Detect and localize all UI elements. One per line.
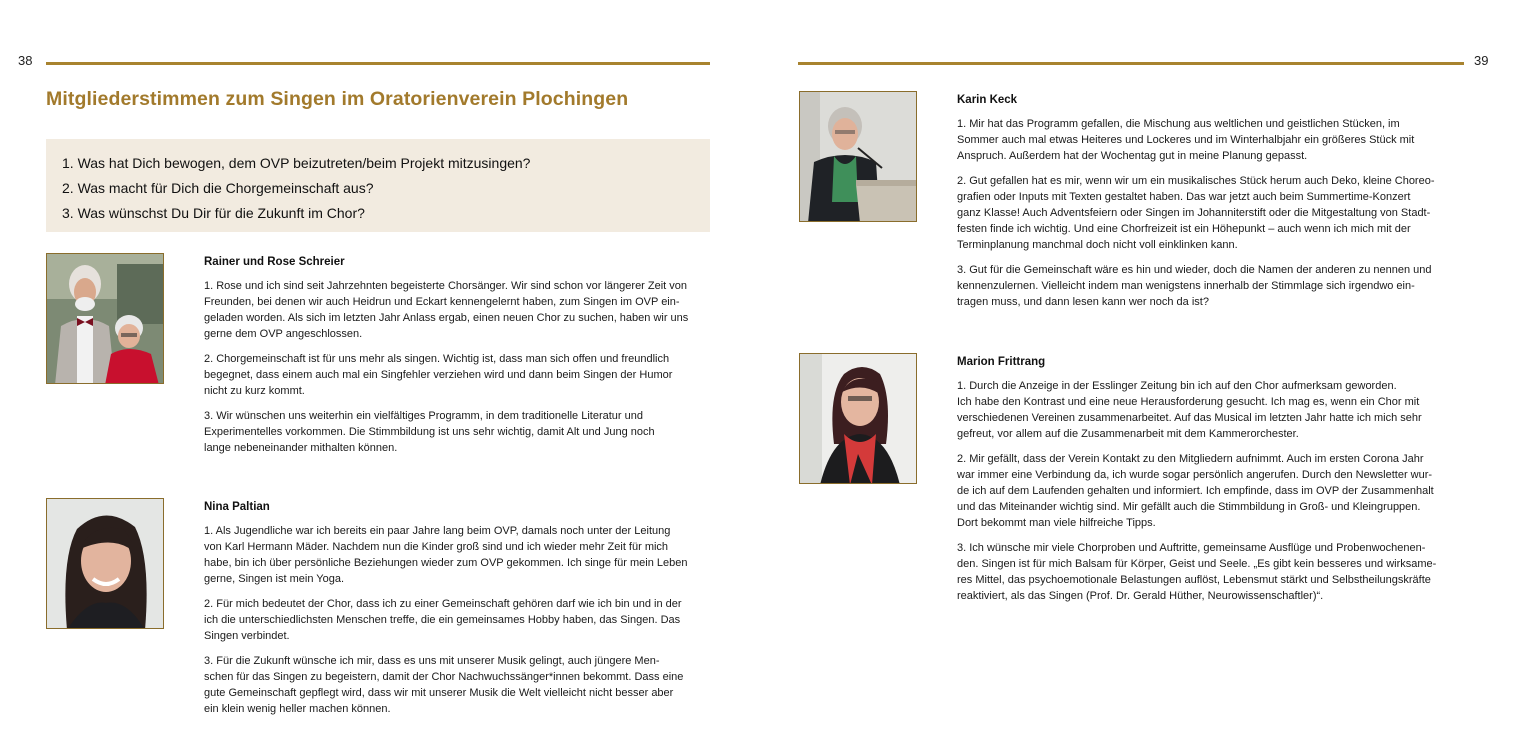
- woman-at-lectern-photo: [799, 91, 917, 222]
- right-page: [757, 0, 1515, 753]
- entry-answer-1: [204, 278, 714, 342]
- answer-line: von Karl Hermann Mäder. Nachdem nun die Kinder groß sind und ich wieder mehr Zeit für mich: [204, 541, 669, 553]
- answer-line: habe, bin ich über persönliche Beziehungen wieder zum OVP gekommen. Ich singe für mein Leben: [204, 557, 688, 569]
- entry-answer-2: [204, 351, 714, 399]
- answer-line: nicht zu kurz kommt.: [204, 385, 305, 397]
- answer-line: war immer eine Verbindung da, ich wurde sogar persönlich angerufen. Durch den Newsletter wur-: [957, 469, 1433, 481]
- answer-line: begegnet, dass einem auch mal ein Singfehler verziehen wird und dann beim Singen der Humor: [204, 369, 673, 381]
- entry-answer-1: [957, 378, 1467, 442]
- entry-answer-3: [204, 653, 714, 717]
- answer-line: kennenzulernen. Vielleicht indem man wenigstens innerhalb der Stimmlage sich irgendwo ein-: [957, 280, 1415, 292]
- answer-line: Freunden, bei denen wir auch Heidrun und Eckart kennengelernt haben, zum Singen im OVP ein-: [204, 296, 680, 308]
- answer-line: res Mittel, das psychoemotionale Belastungen auflöst, Lebensmut stärkt und Selbstheilungskräfte: [957, 574, 1431, 586]
- answer-line: ich die unterschiedlichsten Menschen treffe, die ein gemeinsames Hobby haben, das Singen. Das: [204, 614, 681, 626]
- questions-box: [46, 139, 710, 232]
- answer-line: 1. Als Jugendliche war ich bereits ein paar Jahre lang beim OVP, damals noch unter der Leitung: [204, 525, 671, 537]
- answer-line: de ich auf dem Laufenden gehalten und informiert. Ich empfinde, dass im OVP der Zusammenhalt: [957, 485, 1434, 497]
- answer-line: geladen worden. Als sich im letzten Jahr Anlass ergab, einen neuen Chor zu suchen, haben wir uns: [204, 312, 689, 324]
- answer-line: Terminplanung manchmal doch nicht voll einklinken kann.: [957, 239, 1238, 251]
- entry-answer-3: [204, 408, 714, 456]
- entry-rainer-rose-schreier: [204, 256, 714, 465]
- answer-line: festen finde ich wichtig. Und eine Chorfreizeit ist ein Höhepunkt – auch wenn ich mich mit der: [957, 223, 1411, 235]
- answer-line: Sommer auch mal etwas Heiteres und Lockeres und im Winterhalbjahr ein größeres Stück mit: [957, 134, 1415, 146]
- entry-answer-2: [204, 596, 714, 644]
- answer-line: Singen verbindet.: [204, 630, 290, 642]
- answer-line: Dort bekommt man viele hilfreiche Tipps.: [957, 517, 1156, 529]
- answer-line: 2. Gut gefallen hat es mir, wenn wir um ein musikalisches Stück herum auch Deko, kleine Choreo-: [957, 175, 1435, 187]
- answer-line: 3. Für die Zukunft wünsche ich mir, dass es uns mit unserer Musik gelingt, auch jüngere Men-: [204, 655, 660, 667]
- couple-photo-graphic: [47, 254, 164, 384]
- answer-line: 3. Gut für die Gemeinschaft wäre es hin und wieder, doch die Namen der anderen zu nennen und: [957, 264, 1432, 276]
- entry-nina-paltian: [204, 501, 714, 726]
- answer-line: 3. Ich wünsche mir viele Chorproben und Auftritte, gemeinsame Ausflüge und Probenwochenen-: [957, 542, 1426, 554]
- entry-answer-1: [957, 116, 1467, 164]
- answer-line: Experimentelles vorkommen. Die Stimmbildung ist uns sehr wichtig, damit Alt und Jung noch: [204, 426, 655, 438]
- answer-line: gerne dem OVP angeschlossen.: [204, 328, 363, 340]
- left-page: [0, 0, 757, 753]
- answer-line: tragen muss, und dann lesen kann wer noch da ist?: [957, 296, 1209, 308]
- answer-line: Ich habe den Kontrast und eine neue Herausforderung gesucht. Ich mag es, wenn ein Chor mit: [957, 396, 1420, 408]
- answer-line: grafien oder Inputs mit Texten gestaltet haben. Das war jetzt auch beim Summertime-Konzert: [957, 191, 1411, 203]
- woman-red-scarf-graphic: [800, 354, 917, 484]
- question-1: 1. Was hat Dich bewogen, dem OVP beizutreten/beim Projekt mitzusingen?: [62, 155, 531, 171]
- question-3: 3. Was wünschst Du Dir für die Zukunft im Chor?: [62, 205, 365, 221]
- entry-answer-3: [957, 262, 1467, 310]
- woman-portrait-graphic: [47, 499, 164, 629]
- answer-line: den. Singen ist für mich Balsam für Körper, Geist und Seele. „Es gibt kein besseres und wirksame-: [957, 558, 1437, 570]
- answer-line: 2. Chorgemeinschaft ist für uns mehr als singen. Wichtig ist, dass man sich offen und freundlich: [204, 353, 670, 365]
- woman-red-scarf-photo: [799, 353, 917, 484]
- woman-portrait-photo: [46, 498, 164, 629]
- answer-line: reaktiviert, als das Singen (Prof. Dr. Gerald Hüther, Neurowissenschaftler)“.: [957, 590, 1324, 602]
- answer-line: 1. Mir hat das Programm gefallen, die Mischung aus weltlichen und geistlichen Stücken, im: [957, 118, 1400, 130]
- answer-line: ganz Klasse! Auch Adventsfeiern oder Singen im Johanniterstift oder die Mitgestaltung von Stadt-: [957, 207, 1431, 219]
- entry-answer-1: [204, 523, 714, 587]
- woman-at-lectern-graphic: [800, 92, 917, 222]
- answer-line: gefreut, vor allem auf die Zusammenarbeit mit dem Kammerorchester.: [957, 428, 1299, 440]
- entry-name: Karin Keck: [957, 94, 1018, 106]
- entry-answer-2: [957, 173, 1467, 253]
- answer-line: ein klein wenig heller machen können.: [204, 703, 391, 715]
- answer-line: schen für das Singen zu begeistern, damit der Chor Nachwuchssänger*innen bekommt. Dass eine: [204, 671, 684, 683]
- answer-line: Anspruch. Außerdem hat der Wochentag gut in meine Planung gepasst.: [957, 150, 1308, 162]
- answer-line: gerne, Singen ist mein Yoga.: [204, 573, 345, 585]
- entry-answer-2: [957, 451, 1467, 531]
- couple-photo: [46, 253, 164, 384]
- answer-line: verschiedenen Vereinen zusammenarbeitet. Auf das Musical im letzten Jahr hatte ich mich sehr: [957, 412, 1422, 424]
- answer-line: gute Gemeinschaft gepflegt wird, dass wir mit unserer Musik die Welt vielleicht nicht besser aber: [204, 687, 674, 699]
- entry-marion-frittrang: [957, 356, 1467, 613]
- answer-line: 1. Durch die Anzeige in der Esslinger Zeitung bin ich auf den Chor aufmerksam geworden.: [957, 380, 1397, 392]
- answer-line: lange nebeneinander mithalten können.: [204, 442, 398, 454]
- page-number-right: 39: [1474, 53, 1489, 68]
- header-rule-left: [46, 62, 710, 65]
- page-number-left: 38: [18, 53, 33, 68]
- question-2: 2. Was macht für Dich die Chorgemeinschaft aus?: [62, 180, 374, 196]
- entry-name: Marion Frittrang: [957, 356, 1046, 368]
- answer-line: 2. Für mich bedeutet der Chor, dass ich zu einer Gemeinschaft gehören darf wie ich bin und in der: [204, 598, 682, 610]
- entry-karin-keck: [957, 94, 1467, 319]
- entry-name: Rainer und Rose Schreier: [204, 256, 345, 268]
- answer-line: 3. Wir wünschen uns weiterhin ein vielfältiges Programm, in dem traditionelle Literatur und: [204, 410, 643, 422]
- answer-line: und das Miteinander wichtig sind. Mir gefällt auch die Stimmbildung in Groß- und Kleingruppen.: [957, 501, 1421, 513]
- entry-answer-3: [957, 540, 1467, 604]
- page-title: Mitgliederstimmen zum Singen im Oratorienverein Plochingen: [46, 88, 629, 110]
- header-rule-right: [798, 62, 1464, 65]
- answer-line: 2. Mir gefällt, dass der Verein Kontakt zu den Mitgliedern aufnimmt. Auch im ersten Corona Jahr: [957, 453, 1424, 465]
- answer-line: 1. Rose und ich sind seit Jahrzehnten begeisterte Chorsänger. Wir sind schon vor längerer Zeit von: [204, 280, 688, 292]
- entry-name: Nina Paltian: [204, 501, 270, 513]
